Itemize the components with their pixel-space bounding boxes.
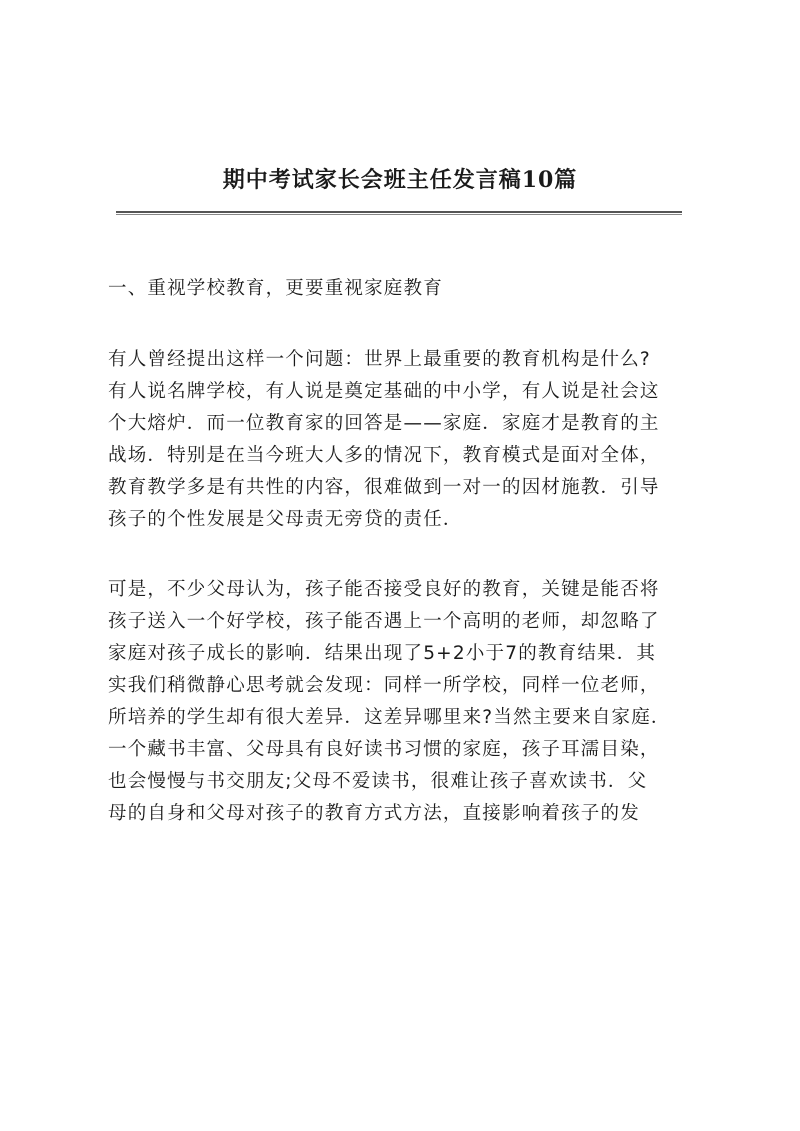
paragraph <box>108 574 708 830</box>
paragraph-line: 孩子的个性发展是父母责无旁贷的责任． <box>108 509 463 530</box>
paragraph-line: 战场．特别是在当今班大人多的情况下，教育模式是面对全体， <box>108 445 660 466</box>
paragraph-line: 家庭对孩子成长的影响．结果出现了5+2小于7的教育结果．其 <box>108 643 657 664</box>
title-divider <box>116 211 682 213</box>
paragraph-line: 可是，不少父母认为，孩子能否接受良好的教育，关键是能否将 <box>108 579 660 600</box>
paragraph-line: 所培养的学生却有很大差异．这差异哪里来?当然主要来自家庭． <box>108 707 671 728</box>
document-body <box>108 273 708 868</box>
paragraph-line: 孩子送入一个好学校，孩子能否遇上一个高明的老师，却忽略了 <box>108 611 660 632</box>
paragraph-line: 教育教学多是有共性的内容，很难做到一对一的因材施教．引导 <box>108 477 660 498</box>
section-heading: 一、重视学校教育，更要重视家庭教育 <box>108 278 443 299</box>
paragraph <box>108 344 708 536</box>
paragraph-line: 实我们稍微静心思考就会发现：同样一所学校，同样一位老师， <box>108 675 660 696</box>
paragraph-line: 一个藏书丰富、父母具有良好读书习惯的家庭，孩子耳濡目染， <box>108 739 660 760</box>
title-divider-thin <box>116 214 682 215</box>
paragraph-line: 有人说名牌学校，有人说是奠定基础的中小学，有人说是社会这 <box>108 381 660 402</box>
paragraph-line: 母的自身和父母对孩子的教育方式方法，直接影响着孩子的发 <box>108 803 640 824</box>
paragraph-line: 个大熔炉．而一位教育家的回答是——家庭．家庭才是教育的主 <box>108 413 660 434</box>
paragraph-line: 有人曾经提出这样一个问题：世界上最重要的教育机构是什么? <box>108 349 651 370</box>
paragraph-line: 也会慢慢与书交朋友;父母不爱读书，很难让孩子喜欢读书．父 <box>108 771 648 792</box>
document-title: 期中考试家长会班主任发言稿10篇 <box>222 167 578 193</box>
